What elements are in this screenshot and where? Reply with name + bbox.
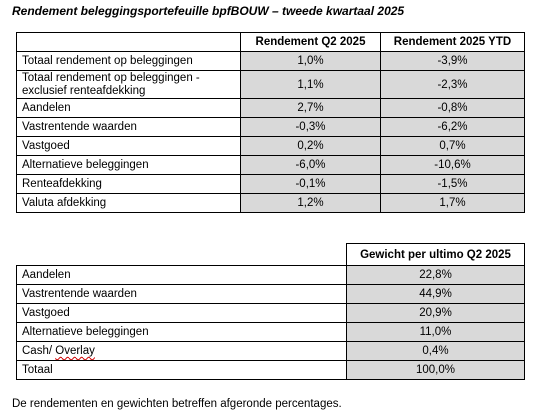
table-row <box>17 99 525 118</box>
row-label: Aandelen <box>17 266 347 285</box>
cell-q2: 0,2% <box>241 137 381 156</box>
cell-ytd: -2,3% <box>381 71 525 99</box>
cell-q2: -0,3% <box>241 118 381 137</box>
row-label: Vastgoed <box>17 304 347 323</box>
row-label: Alternatieve beleggingen <box>17 323 347 342</box>
cell-weight: 22,8% <box>347 266 525 285</box>
table-row <box>17 175 525 194</box>
weights-table <box>16 243 525 380</box>
cell-ytd: -1,5% <box>381 175 525 194</box>
page-title: Rendement beleggingsportefeuille bpfBOUW – tweede kwartaal 2025 <box>12 4 405 18</box>
row-label-main: Cash/ <box>22 345 53 357</box>
table-header-row <box>17 33 525 52</box>
table-row <box>17 156 525 175</box>
cell-weight: 11,0% <box>347 323 525 342</box>
cell-ytd: -0,8% <box>381 99 525 118</box>
cell-weight: 20,9% <box>347 304 525 323</box>
cell-weight: 44,9% <box>347 285 525 304</box>
row-label: Aandelen <box>17 99 241 118</box>
spellcheck-flagged-word: Overlay <box>55 345 95 357</box>
row-label: Vastgoed <box>17 137 241 156</box>
row-label: Totaal rendement op beleggingen <box>17 52 241 71</box>
table-row <box>17 285 525 304</box>
cell-q2: 1,2% <box>241 194 381 213</box>
cell-ytd: -10,6% <box>381 156 525 175</box>
cell-q2: 2,7% <box>241 99 381 118</box>
row-label: Vastrentende waarden <box>17 285 347 304</box>
returns-table <box>16 32 525 213</box>
row-label: Vastrentende waarden <box>17 118 241 137</box>
table-row <box>17 52 525 71</box>
header-weight: Gewicht per ultimo Q2 2025 <box>347 244 525 266</box>
cell-weight: 100,0% <box>347 361 525 380</box>
table-row <box>17 194 525 213</box>
header-blank <box>17 33 241 52</box>
cell-ytd: 1,7% <box>381 194 525 213</box>
header-q2: Rendement Q2 2025 <box>241 33 381 52</box>
table-row <box>17 71 525 99</box>
row-label: Totaal rendement op beleggingen - exclusief renteafdekking <box>17 71 241 99</box>
table-row <box>17 118 525 137</box>
table-header-row <box>17 244 525 266</box>
table-row <box>17 361 525 380</box>
row-label: Valuta afdekking <box>17 194 241 213</box>
row-label: Totaal <box>17 361 347 380</box>
cell-q2: -0,1% <box>241 175 381 194</box>
cell-ytd: -6,2% <box>381 118 525 137</box>
table-row <box>17 342 525 361</box>
cell-q2: -6,0% <box>241 156 381 175</box>
cell-ytd: -3,9% <box>381 52 525 71</box>
row-label: Renteafdekking <box>17 175 241 194</box>
table-row <box>17 304 525 323</box>
header-ytd: Rendement 2025 YTD <box>381 33 525 52</box>
table-row <box>17 266 525 285</box>
header-blank <box>17 244 347 266</box>
row-label: Alternatieve beleggingen <box>17 156 241 175</box>
footnote: De rendementen en gewichten betreffen afgeronde percentages. <box>12 398 342 410</box>
table-row <box>17 137 525 156</box>
table-row <box>17 323 525 342</box>
row-label <box>17 342 347 361</box>
cell-ytd: 0,7% <box>381 137 525 156</box>
cell-q2: 1,1% <box>241 71 381 99</box>
cell-weight: 0,4% <box>347 342 525 361</box>
cell-q2: 1,0% <box>241 52 381 71</box>
